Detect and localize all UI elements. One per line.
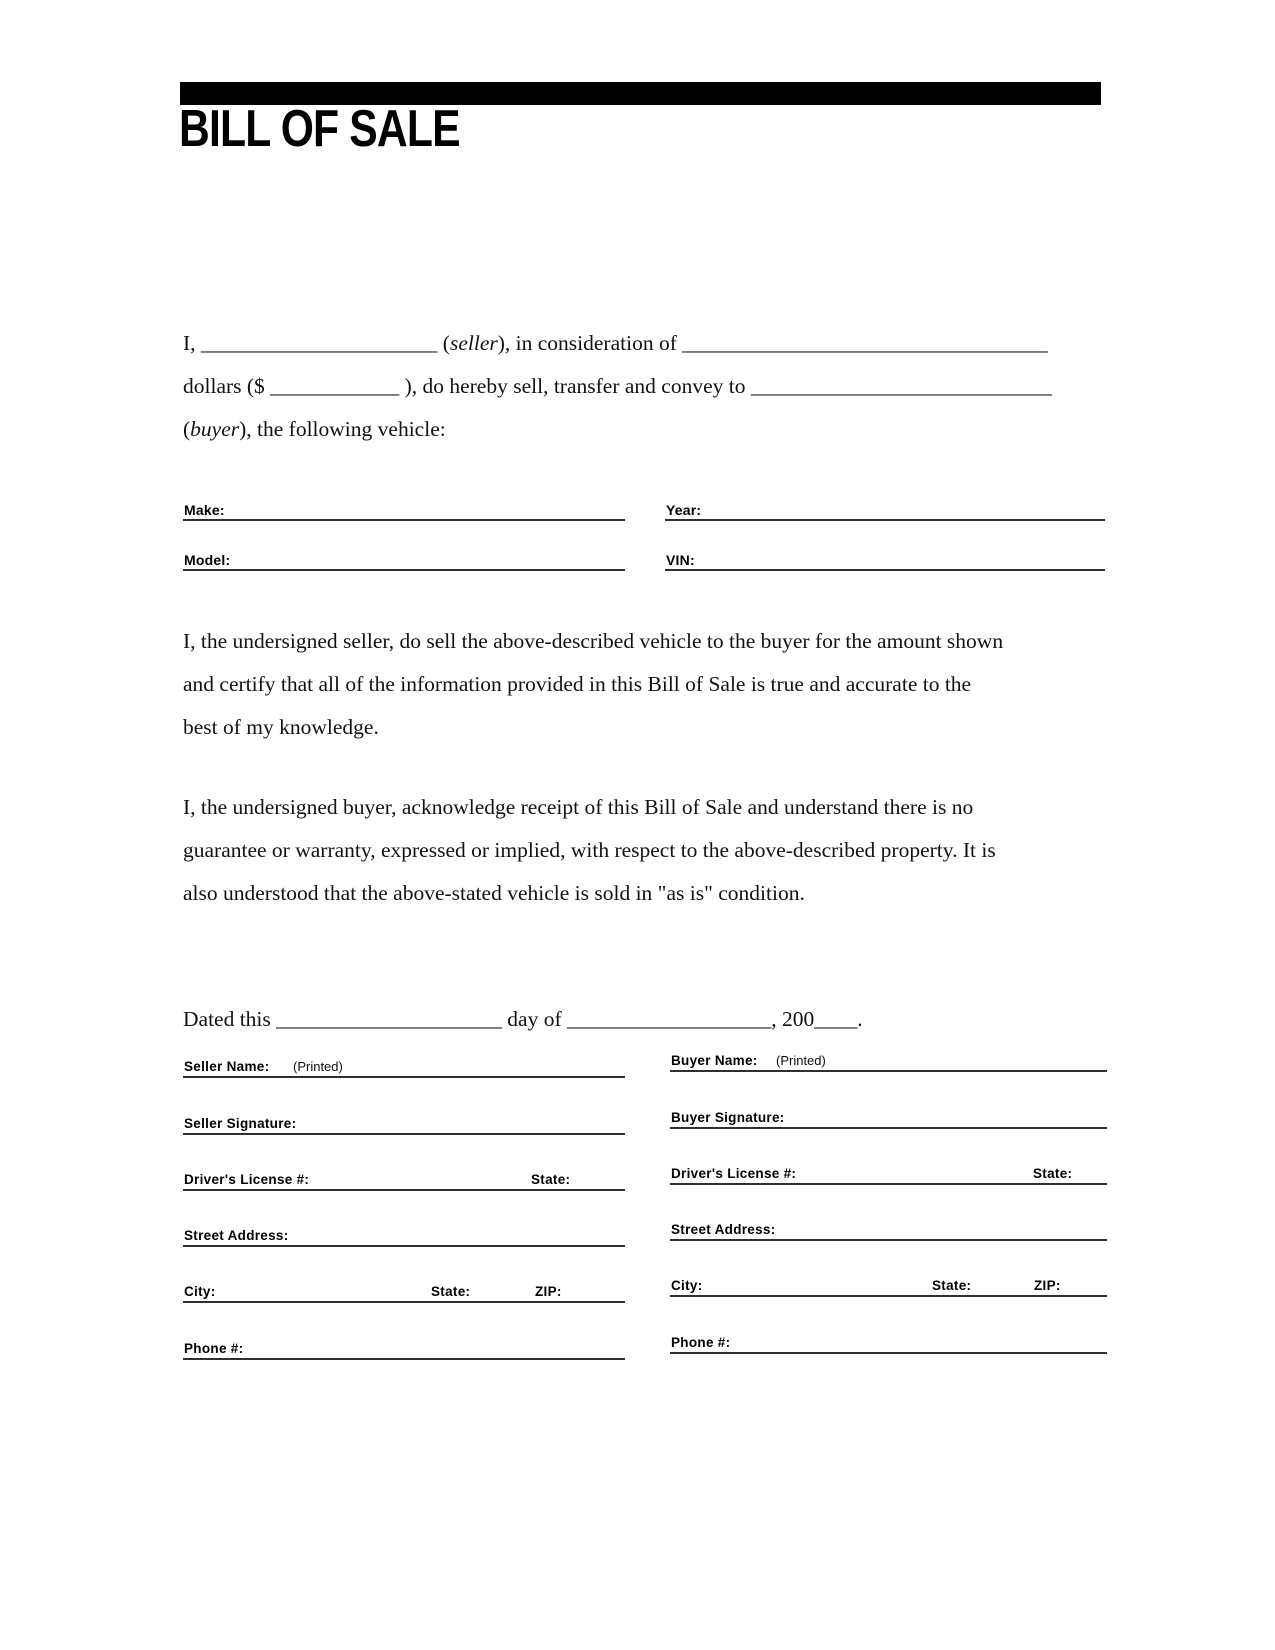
buyer-name-field [670,1046,1107,1072]
buyer-name-printed-hint: (Printed) [776,1053,826,1068]
seller-statement-line-1: I, the undersigned seller, do sell the above-described vehicle to the buyer for the amount shown [183,629,1004,653]
intro-line-3: (buyer), the following vehicle: [183,417,446,441]
buyer-signature-field [670,1103,1107,1129]
seller-signature-field [183,1109,625,1135]
seller-name-printed-hint: (Printed) [293,1059,343,1074]
buyer-name-label: Buyer Name: [671,1053,758,1068]
buyer-city-label: City: [671,1278,703,1293]
seller-license-label: Driver's License #: [184,1172,310,1187]
seller-license-field [183,1165,625,1191]
buyer-statement-line-1: I, the undersigned buyer, acknowledge receipt of this Bill of Sale and understand there is no [183,795,974,819]
buyer-license-state-label: State: [1033,1166,1073,1181]
buyer-signature-label: Buyer Signature: [671,1110,785,1125]
seller-city-state-label: State: [431,1284,471,1299]
buyer-license-field [670,1159,1107,1185]
seller-address-label: Street Address: [184,1228,289,1243]
buyer-city-field [670,1271,1107,1297]
year-label: Year: [666,502,702,518]
seller-name-field [183,1052,625,1078]
buyer-city-state-label: State: [932,1278,972,1293]
seller-name-label: Seller Name: [184,1059,270,1074]
buyer-statement-line-2: guarantee or warranty, expressed or implied, with respect to the above-described property. It is [183,838,996,862]
buyer-info-column [670,0,1107,1650]
vin-label: VIN: [666,552,695,568]
buyer-statement-line-3: also understood that the above-stated vehicle is sold in "as is" condition. [183,881,805,905]
make-label: Make: [184,502,225,518]
page-title: BILL OF SALE [179,100,460,158]
dated-line-text: Dated this _____________________ day of ___________________, 200____. [183,1007,863,1031]
seller-statement-line-3: best of my knowledge. [183,715,379,739]
seller-signature-label: Seller Signature: [184,1116,297,1131]
intro-line-2: dollars ($ ____________ ), do hereby sell, transfer and convey to ____________________________ [183,374,1052,398]
seller-city-field [183,1277,625,1303]
seller-phone-label: Phone #: [184,1341,244,1356]
seller-statement-line-2: and certify that all of the information provided in this Bill of Sale is true and accurate to the [183,672,972,696]
model-label: Model: [184,552,231,568]
buyer-zip-label: ZIP: [1034,1278,1061,1293]
buyer-license-label: Driver's License #: [671,1166,797,1181]
buyer-address-field [670,1215,1107,1241]
buyer-address-label: Street Address: [671,1222,776,1237]
seller-city-label: City: [184,1284,216,1299]
seller-phone-field [183,1334,625,1360]
seller-address-field [183,1221,625,1247]
seller-info-column [183,0,625,1650]
intro-line-1: I, ______________________ (seller), in consideration of __________________________________ [183,331,1048,355]
buyer-phone-field [670,1328,1107,1354]
seller-license-state-label: State: [531,1172,571,1187]
buyer-phone-label: Phone #: [671,1335,731,1350]
seller-zip-label: ZIP: [535,1284,562,1299]
